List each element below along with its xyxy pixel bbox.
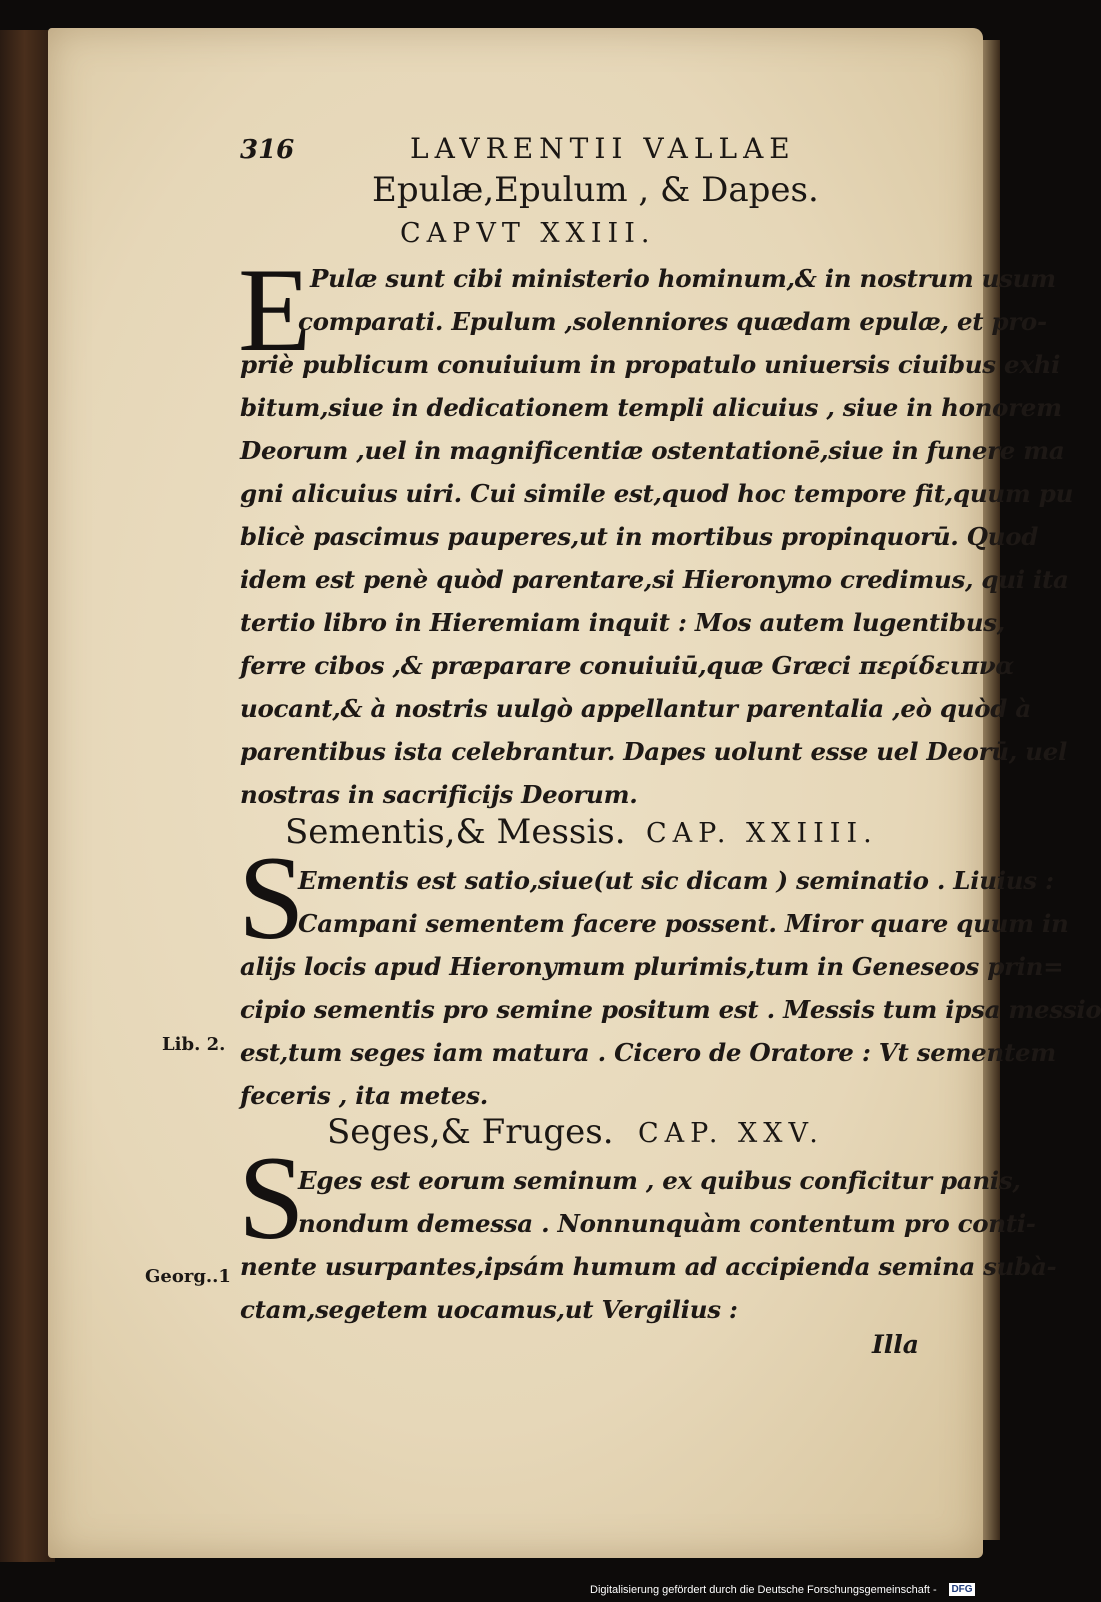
text-line: Campani sementem facere possent. Miror quare quum in	[298, 909, 1069, 938]
text-line: Eges est eorum seminum , ex quibus conficitur panis,	[298, 1166, 1021, 1195]
chapter-heading: CAP. XXIIII.	[646, 818, 878, 849]
drop-capital: S	[238, 831, 305, 964]
book-binding	[0, 30, 55, 1562]
text-line: nondum demessa . Nonnunquàm contentum pro conti-	[298, 1209, 1036, 1238]
text-line: tertio libro in Hieremiam inquit : Mos autem lugentibus,	[240, 608, 1005, 637]
text-line: Ementis est satio,siue(ut sic dicam ) seminatio . Liuius :	[298, 866, 1054, 895]
running-title: LAVRENTII VALLAE	[410, 132, 796, 165]
dfg-logo: DFG	[949, 1583, 975, 1596]
section-title: Seges,& Fruges.	[327, 1112, 614, 1152]
text-line: comparati. Epulum ,solenniores quædam epulæ, et pro-	[298, 307, 1047, 336]
text-line: cipio sementis pro semine positum est . Messis tum ipsa messio	[240, 995, 1101, 1024]
margin-note: Georg..1	[145, 1266, 231, 1287]
text-line: blicè pascimus pauperes,ut in mortibus propinquorū. Quod	[240, 522, 1039, 551]
text-line: ctam,segetem uocamus,ut Vergilius :	[240, 1295, 738, 1324]
chapter-heading: CAP. XXV.	[638, 1118, 824, 1149]
margin-note: Lib. 2.	[162, 1034, 226, 1055]
text-line: bitum,siue in dedicationem templi alicuius , siue in honorem	[240, 393, 1062, 422]
chapter-heading: CAPVT XXIII.	[400, 218, 656, 249]
text-line: gni alicuius uiri. Cui simile est,quod hoc tempore fit,quum pu	[240, 479, 1074, 508]
text-line: est,tum seges iam matura . Cicero de Oratore : Vt sementem	[240, 1038, 1056, 1067]
section-title: Sementis,& Messis.	[285, 812, 626, 852]
catchword: Illa	[872, 1330, 919, 1359]
text-line: Pulæ sunt cibi ministerio hominum,& in nostrum usum	[310, 264, 1056, 293]
text-line: uocant,& à nostris uulgò appellantur parentalia ,eò quòd à	[240, 694, 1031, 723]
text-line: priè publicum conuiuium in propatulo uniuersis ciuibus exhi	[240, 350, 1061, 379]
text-line: parentibus ista celebrantur. Dapes uolunt esse uel Deorū, uel	[240, 737, 1067, 766]
text-line: alijs locis apud Hieronymum plurimis,tum in Geneseos prin=	[240, 952, 1064, 981]
digitization-credit: Digitalisierung gefördert durch die Deutsche Forschungsgemeinschaft -	[590, 1584, 937, 1596]
text-line: idem est penè quòd parentare,si Hieronymo credimus, qui ita	[240, 565, 1069, 594]
page-number: 316	[240, 135, 295, 165]
text-line: nente usurpantes,ipsám humum ad accipienda semina subà-	[240, 1252, 1057, 1281]
text-line: feceris , ita metes.	[240, 1081, 488, 1110]
drop-capital: E	[238, 243, 312, 376]
section-title: Epulæ,Epulum , & Dapes.	[372, 170, 819, 210]
text-line: ferre cibos ,& præparare conuiuiū,quæ Græci περίδειπνα	[240, 651, 1014, 680]
text-line: nostras in sacrificijs Deorum.	[240, 780, 638, 809]
drop-capital: S	[238, 1131, 305, 1264]
text-line: Deorum ,uel in magnificentiæ ostentationē,siue in funere ma	[240, 436, 1065, 465]
